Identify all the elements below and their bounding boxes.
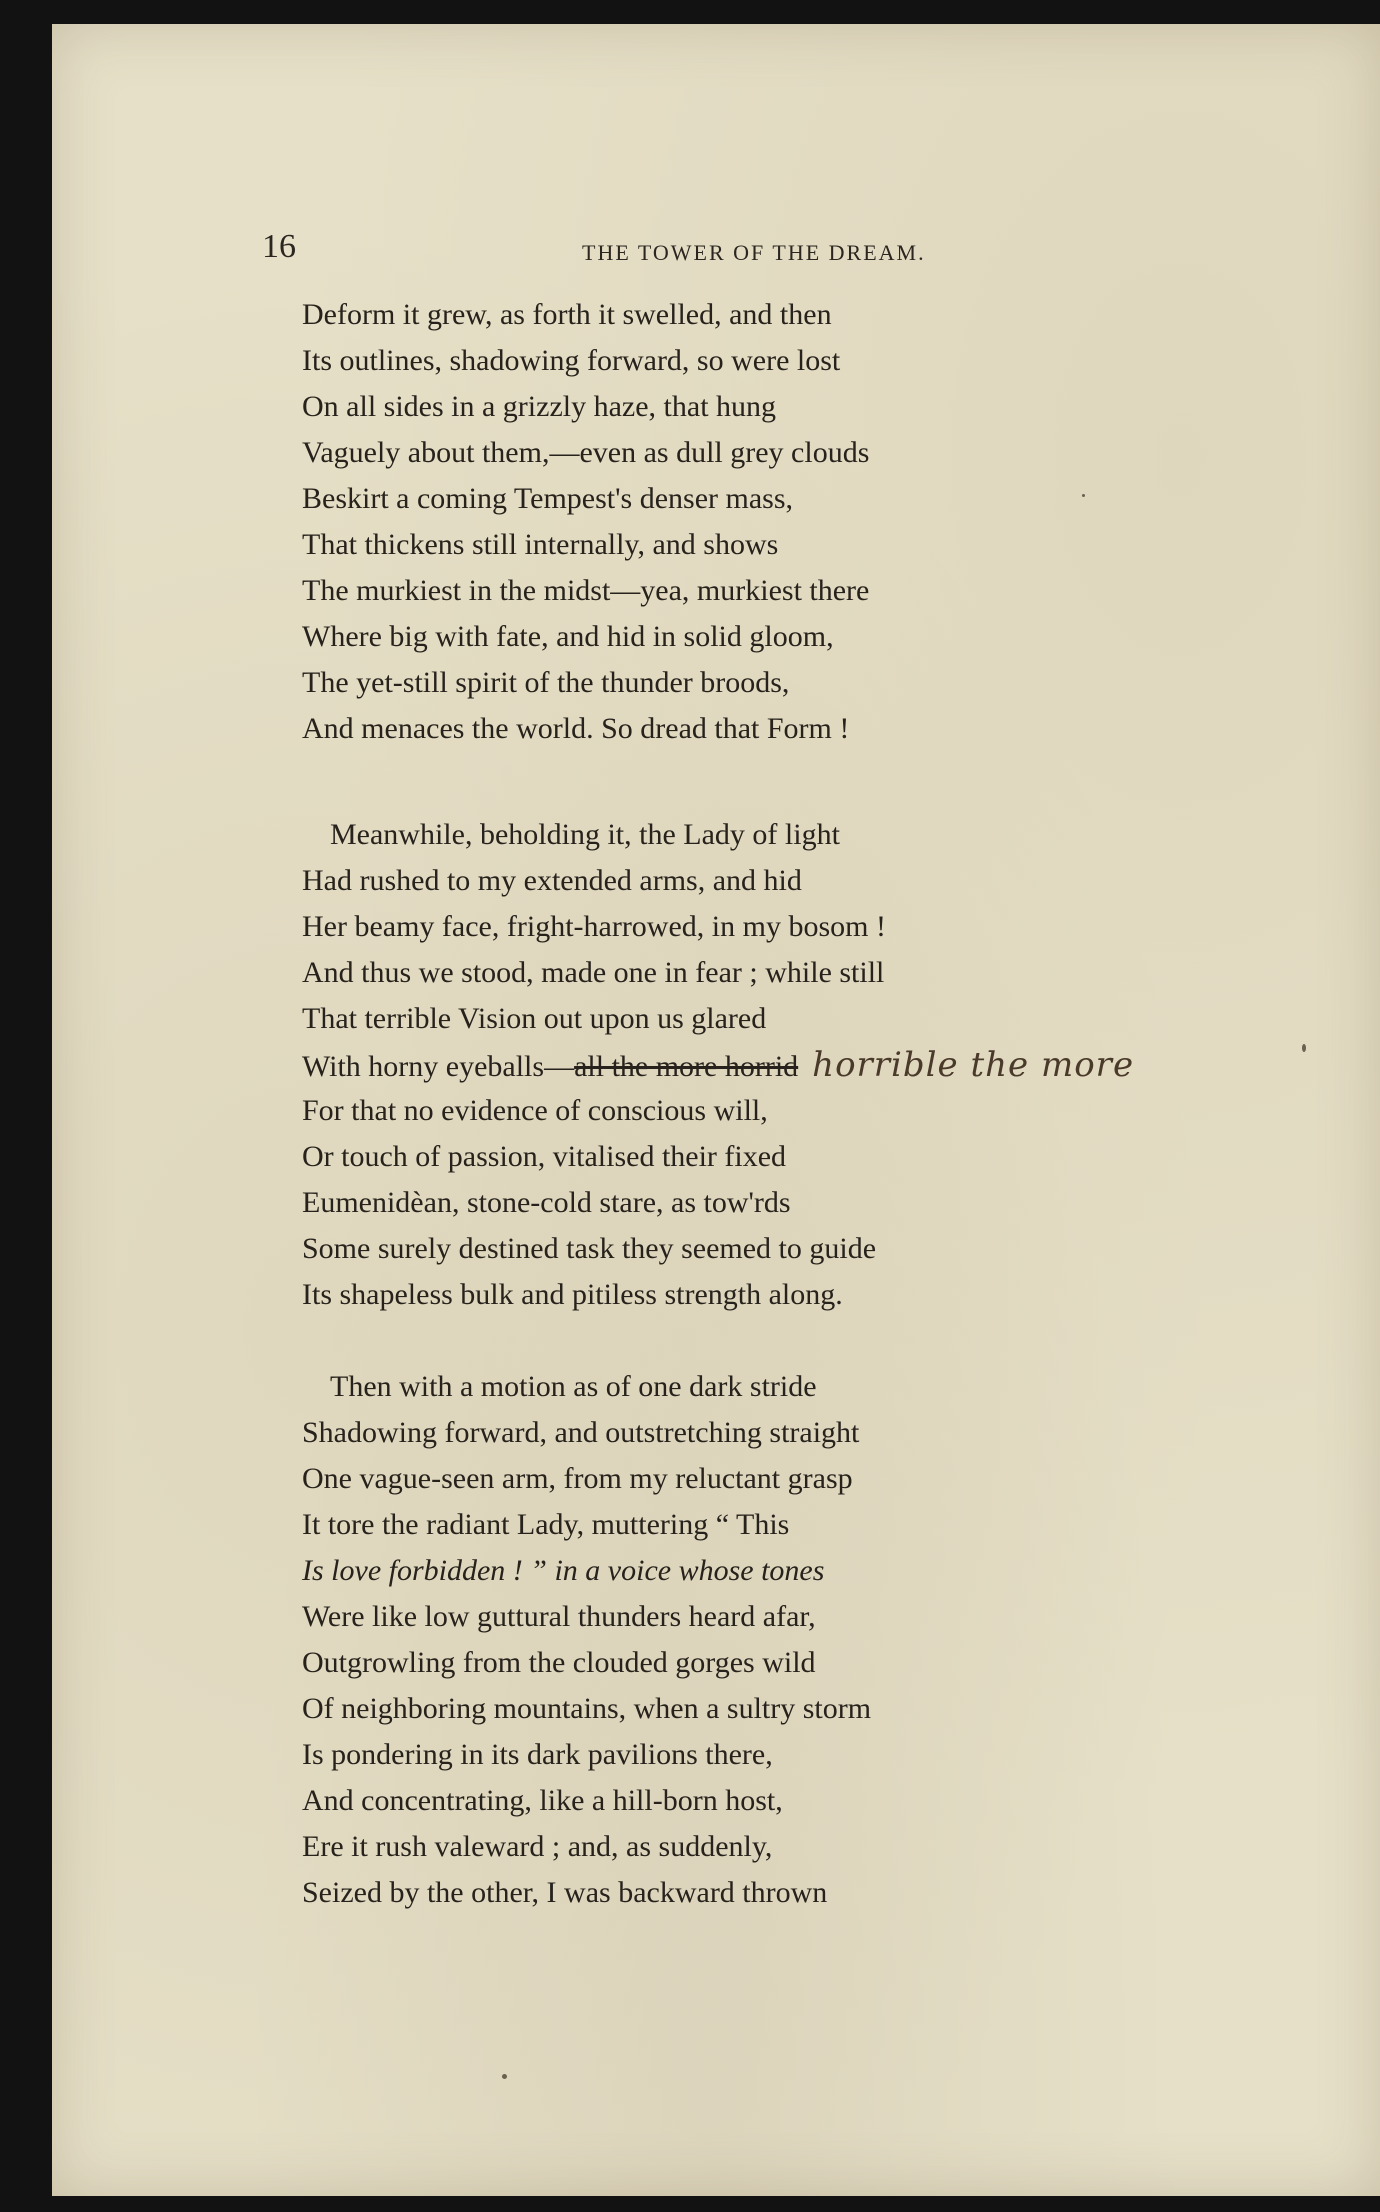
poem-line: Its outlines, shadowing forward, so were lost [302, 344, 841, 377]
poem-line: One vague-seen arm, from my reluctant grasp [302, 1462, 853, 1495]
paper-speck [1302, 1044, 1306, 1052]
page-number: 16 [262, 228, 296, 265]
running-head: THE TOWER OF THE DREAM. [582, 240, 926, 265]
poem-line: That thickens still internally, and shows [302, 528, 779, 561]
poem-line: Seized by the other, I was backward thrown [302, 1876, 828, 1909]
poem-line: Eumenidèan, stone-cold stare, as tow'rds [302, 1186, 791, 1219]
handwritten-correction: horrible the more [812, 1045, 1135, 1085]
poem-line: Outgrowling from the clouded gorges wild [302, 1646, 816, 1679]
poem-line: Shadowing forward, and outstretching straight [302, 1416, 860, 1449]
poem-line: Where big with fate, and hid in solid gloom, [302, 620, 834, 653]
poem-line-text: With horny eyeballs— [302, 1050, 575, 1083]
poem-line: The murkiest in the midst—yea, murkiest there [302, 574, 870, 607]
poem-line: Vaguely about them,—even as dull grey clouds [302, 436, 870, 469]
poem-line: Had rushed to my extended arms, and hid [302, 864, 802, 897]
poem-line: Were like low guttural thunders heard afar, [302, 1600, 816, 1633]
poem-line: It tore the radiant Lady, muttering “ This [302, 1508, 790, 1541]
poem-line: Meanwhile, beholding it, the Lady of light [330, 818, 840, 851]
poem-line: For that no evidence of conscious will, [302, 1094, 768, 1127]
poem-line: Of neighboring mountains, when a sultry storm [302, 1692, 872, 1725]
stanza-2 [302, 812, 1302, 1318]
poem-line: On all sides in a grizzly haze, that hung [302, 390, 777, 423]
poem-line: Then with a motion as of one dark stride [330, 1370, 817, 1403]
paper-speck [1082, 494, 1085, 497]
poem-line: Beskirt a coming Tempest's denser mass, [302, 482, 794, 515]
poem-line: Or touch of passion, vitalised their fixed [302, 1140, 787, 1173]
poem-line: And menaces the world. So dread that Form ! [302, 712, 850, 745]
poem-line: Its shapeless bulk and pitiless strength along. [302, 1278, 843, 1311]
poem-line: Some surely destined task they seemed to guide [302, 1232, 877, 1265]
poem-line: And thus we stood, made one in fear ; while still [302, 956, 885, 989]
poem-line: Her beamy face, fright-harrowed, in my bosom ! [302, 910, 886, 943]
book-page [52, 24, 1380, 2196]
poem-line: That terrible Vision out upon us glared [302, 1002, 767, 1035]
poem-line: The yet-still spirit of the thunder broods, [302, 666, 790, 699]
poem-line-corrected [302, 1042, 1302, 1088]
poem-line: Deform it grew, as forth it swelled, and then [302, 298, 832, 331]
poem-line: Is love forbidden ! ” in a voice whose tones [302, 1554, 825, 1587]
poem-line: And concentrating, like a hill-born host, [302, 1784, 783, 1817]
stanza-1 [302, 292, 1302, 752]
stanza-3 [302, 1364, 1302, 1916]
poem-line: Ere it rush valeward ; and, as suddenly, [302, 1830, 773, 1863]
struck-text: all the more horrid [574, 1050, 799, 1083]
paper-speck [502, 2074, 507, 2079]
page-header [262, 220, 1312, 280]
poem-line: Is pondering in its dark pavilions there, [302, 1738, 773, 1771]
